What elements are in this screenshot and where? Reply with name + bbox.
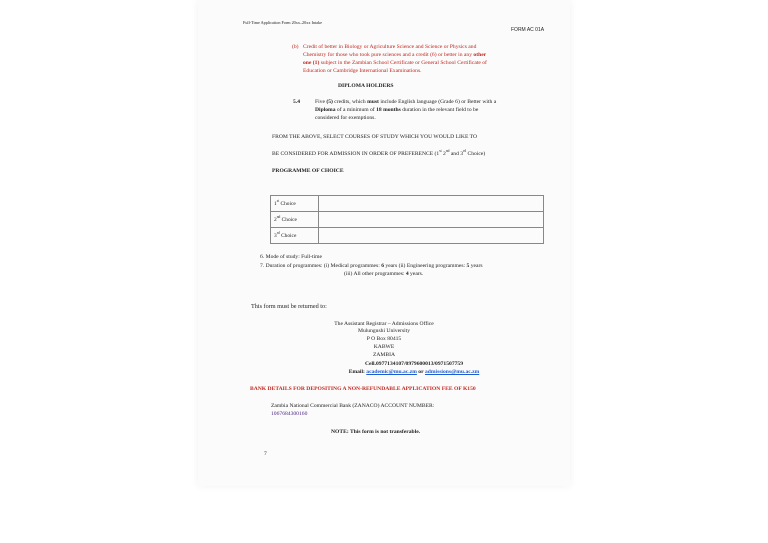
- requirement-b-line4: Education or Cambridge International Examinations.: [303, 68, 422, 74]
- duration-line2: (iii) All other programmes: 4 years.: [344, 271, 424, 277]
- address-line-2: Mulungushi University: [357, 328, 411, 334]
- table-row: [271, 196, 544, 212]
- programme-choice-table: [270, 195, 544, 244]
- diploma-text-line1: Five (5) credits, which must include English language (Grade 6) or Better with a: [315, 99, 497, 105]
- form-header-left: Full-Time Application Form 20xx–20xx Intake: [243, 20, 322, 25]
- diploma-text-line3: considered for exemptions.: [315, 115, 376, 121]
- choice-label-2: 2nd Choice: [271, 212, 319, 228]
- choice-label-1: 1st Choice: [271, 196, 319, 212]
- address-line-3: P O Box 80415: [366, 336, 402, 342]
- requirement-b-line3: one (1) subject in the Zambian School Certificate or General School Certificate of: [303, 60, 487, 66]
- choice-input-3[interactable]: [319, 228, 544, 244]
- choice-input-2[interactable]: [319, 212, 544, 228]
- cell-numbers: Cell.0977134107/0979600013/0971507759: [364, 361, 464, 367]
- email-line: Email: academic@mu.ac.zm or admissions@mu.ac.zm: [348, 369, 480, 375]
- choice-input-1[interactable]: [319, 196, 544, 212]
- section-number-5-4: 5.4: [293, 99, 300, 105]
- address-line-5: ZAMBIA: [372, 352, 396, 358]
- diploma-text-line2: Diploma of a minimum of 18 months duration in the relevant field to be: [315, 107, 479, 113]
- bank-line: Zambia National Commercial Bank (ZANACO) ACCOUNT NUMBER:: [271, 403, 435, 409]
- form-code: FORM AC 01A: [511, 27, 545, 33]
- table-row: [271, 212, 544, 228]
- return-instruction: This form must be returned to:: [251, 303, 327, 310]
- email-academic-link[interactable]: academic@mu.ac.zm: [366, 369, 417, 375]
- email-admissions-link[interactable]: admissions@mu.ac.zm: [424, 369, 480, 375]
- select-instruction-line1: FROM THE ABOVE, SELECT COURSES OF STUDY WHICH YOU WOULD LIKE TO: [272, 134, 478, 140]
- address-line-1: The Assistant Registrar – Admissions Office: [334, 321, 434, 327]
- diploma-heading: DIPLOMA HOLDERS: [338, 83, 394, 89]
- non-transferable-note: NOTE: This form is not transferable.: [331, 429, 421, 435]
- bank-details-heading: BANK DETAILS FOR DEPOSITING A NON-REFUNDABLE APPLICATION FEE OF K150: [250, 386, 476, 392]
- mode-of-study: 6. Mode of study: Full-time: [260, 254, 322, 260]
- address-line-4: KABWE: [373, 344, 395, 350]
- requirement-b-line2: Chemistry for those who took pure sciences and a credit (6) or better in any other: [303, 52, 487, 58]
- requirement-b-marker: (b): [292, 44, 299, 50]
- choice-label-3: 3rd Choice: [271, 228, 319, 244]
- duration-line1: 7. Duration of programmes: (i) Medical programmes: 6 years (ii) Engineering programmes: 5 years: [260, 263, 483, 269]
- select-instruction-line2: BE CONSIDERED FOR ADMISSION IN ORDER OF PREFERENCE (1st 2nd and 3rd Choice): [272, 149, 486, 157]
- account-number: 1067684300160: [271, 411, 308, 417]
- table-row: [271, 228, 544, 244]
- requirement-b-line1: Credit of better in Biology or Agriculture Science and Science or Physics and: [303, 44, 477, 50]
- programme-heading: PROGRAMME OF CHOICE: [272, 168, 344, 174]
- page-number: 7: [264, 451, 267, 457]
